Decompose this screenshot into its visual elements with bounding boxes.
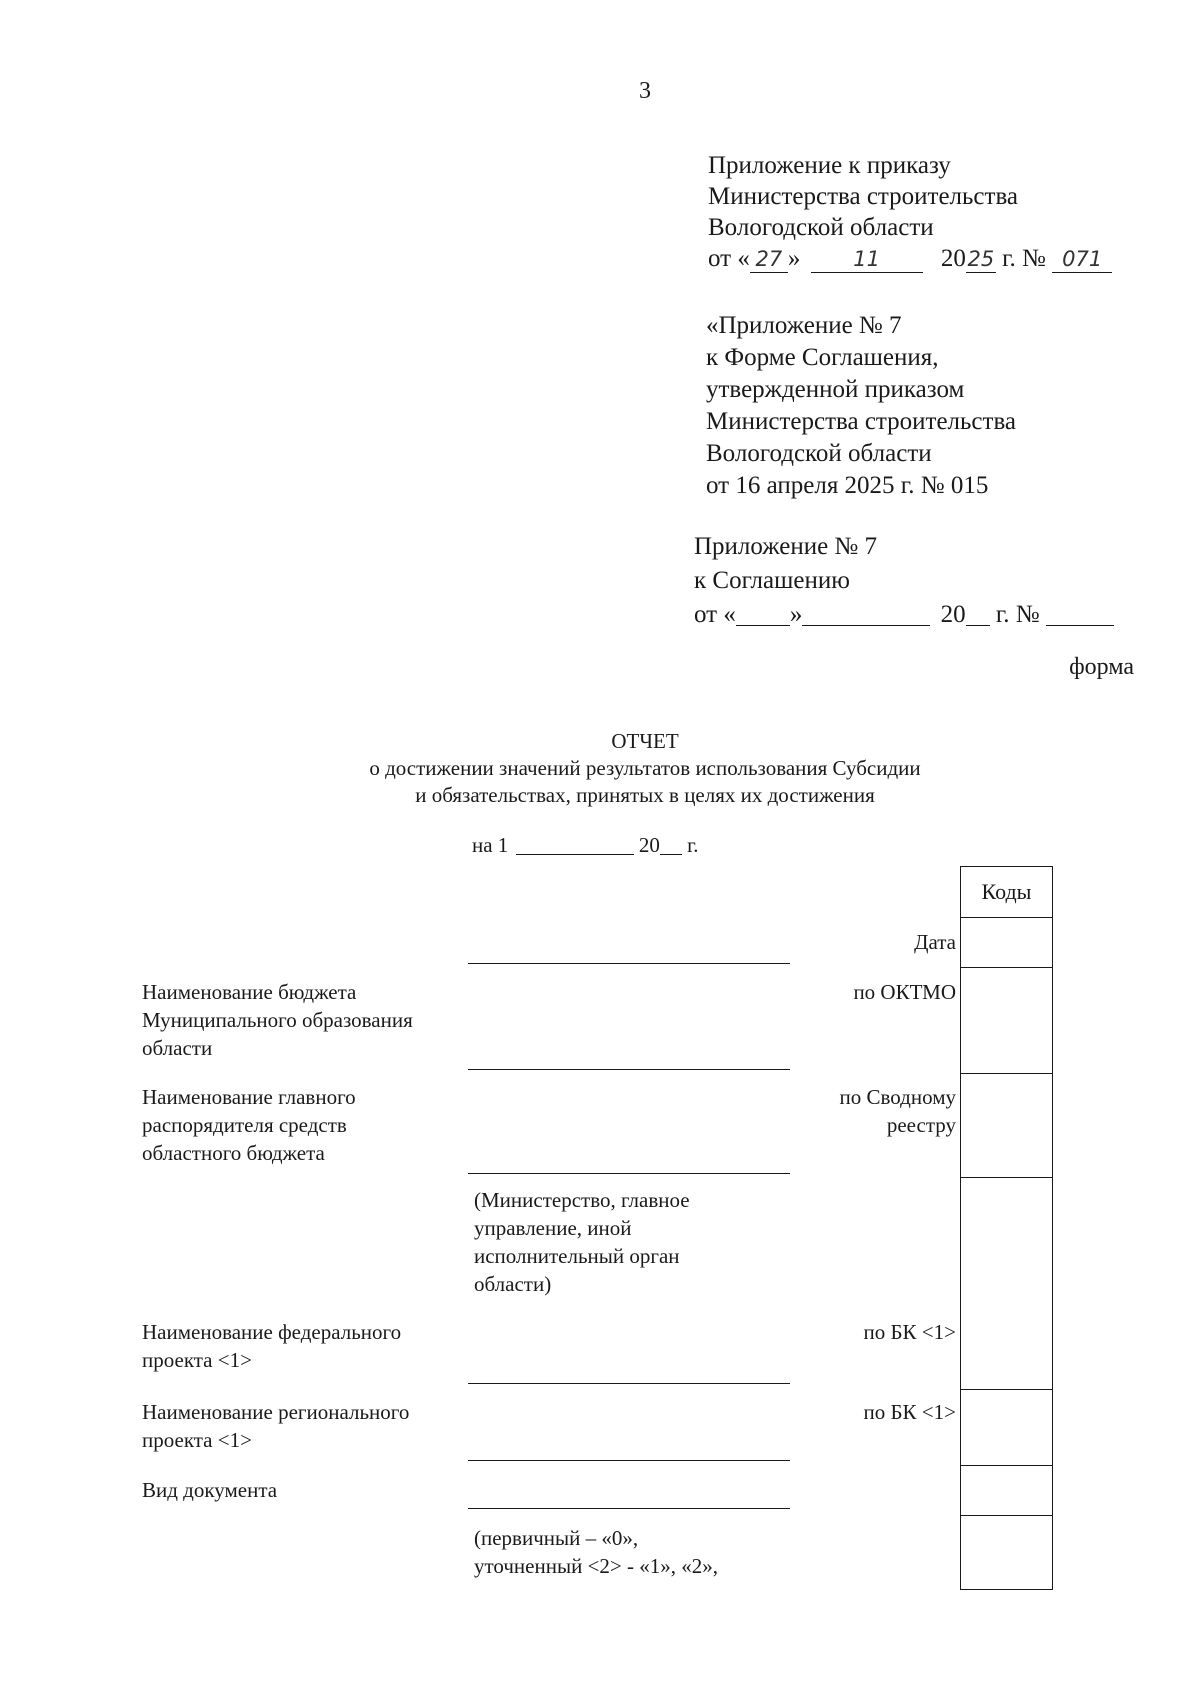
date-code-label: Дата: [914, 930, 956, 954]
appendix-order-line3: Вологодской области: [708, 214, 934, 241]
bk-code-label-fed: по БК <1>: [863, 1320, 956, 1344]
gr-field-line[interactable]: [468, 1173, 790, 1174]
fed-project-label: [142, 1318, 401, 1374]
report-date-prefix: на 1: [472, 833, 509, 857]
reg-project-field-line[interactable]: [468, 1460, 790, 1461]
doc-type-field-line[interactable]: [468, 1508, 790, 1509]
appendix-order-line1: Приложение к приказу: [708, 152, 951, 179]
report-title-line2: и обязательствах, принятых в целях их достижения: [415, 783, 875, 807]
appendix-form-block: [706, 310, 1016, 502]
reg-project-label: [142, 1398, 409, 1454]
appendix-form-line1: «Приложение № 7: [706, 312, 902, 339]
fed-project-label-line: Наименование федерального: [142, 1320, 402, 1344]
gr-note-line: исполнительный орган: [474, 1244, 680, 1268]
fed-project-field-line[interactable]: [468, 1383, 790, 1384]
gr-label: [142, 1083, 356, 1167]
appendix-agreement-line1: Приложение № 7: [694, 533, 878, 560]
gr-label-line: Наименование главного: [142, 1085, 356, 1109]
appendix-order-block: [708, 150, 1112, 274]
report-date-year-prefix: 20: [638, 833, 660, 857]
gr-note-line: области): [474, 1272, 552, 1296]
appendix-form-line2: к Форме Соглашения,: [706, 344, 939, 371]
codes-row-divider: [961, 1465, 1052, 1466]
appendix-order-line2: Министерства строительства: [708, 183, 1019, 210]
appendix-agreement-block: [694, 530, 1114, 632]
doc-type-label: Вид документа: [142, 1478, 278, 1502]
budget-field-line[interactable]: [468, 1069, 790, 1070]
appendix-agreement-date-line: [694, 598, 1114, 632]
order-year-prefix: 20: [940, 245, 966, 272]
oktmo-code-label: по ОКТМО: [853, 980, 956, 1004]
appendix-form-line4: Министерства строительства: [706, 408, 1017, 435]
report-title: ОТЧЕТ: [611, 729, 679, 753]
appendix-form-line5: Вологодской области: [706, 440, 932, 467]
agreement-no-label: г. №: [995, 601, 1040, 628]
codes-row-divider: [961, 1515, 1052, 1516]
doc-type-note-line: (первичный – «0»,: [474, 1526, 639, 1550]
agreement-number-blank: [1046, 601, 1114, 626]
reg-project-label-line: Наименование регионального: [142, 1400, 410, 1424]
report-date-suffix: г.: [687, 833, 699, 857]
report-date-month-blank: [516, 834, 634, 855]
appendix-form-line3: утвержденной приказом: [706, 376, 965, 403]
bk-code-label-reg: по БК <1>: [863, 1400, 956, 1424]
budget-label: [142, 978, 413, 1062]
appendix-agreement-line2: к Соглашению: [694, 567, 850, 594]
appendix-order-date-line: [708, 243, 1112, 274]
svod-code-label-line: реестру: [886, 1113, 956, 1137]
gr-label-line: распорядителя средств: [142, 1113, 347, 1137]
order-month-handwritten: 11: [811, 246, 923, 273]
codes-row-divider: [961, 917, 1052, 918]
budget-label-line: Наименование бюджета: [142, 980, 357, 1004]
agreement-year-blank: [966, 601, 990, 626]
codes-row-divider: [961, 967, 1052, 968]
codes-header: Коды: [981, 879, 1032, 904]
report-date-year-blank: [660, 834, 682, 855]
gr-label-line: областного бюджета: [142, 1141, 325, 1165]
page-number: 3: [639, 78, 651, 104]
agreement-day-close: »: [789, 601, 803, 628]
agreement-day-blank: [736, 601, 790, 626]
agreement-ot-prefix: от «: [694, 601, 736, 628]
agreement-month-blank: [802, 601, 930, 626]
order-no-label: г. №: [1002, 245, 1046, 272]
codes-row-divider: [961, 1177, 1052, 1178]
budget-label-line: Муниципального образования: [142, 1008, 413, 1032]
doc-type-note-line: уточненный <2> - «1», «2»,: [474, 1554, 718, 1578]
codes-row-divider: [961, 1073, 1052, 1074]
gr-note: [474, 1186, 690, 1298]
date-field-line[interactable]: [468, 963, 790, 964]
report-title-line1: о достижении значений результатов использования Субсидии: [369, 756, 921, 780]
codes-column: [960, 866, 1053, 1590]
gr-note-line: (Министерство, главное: [474, 1188, 690, 1212]
report-date-line: [472, 833, 699, 858]
order-day-close: »: [787, 245, 801, 272]
order-ot-prefix: от «: [708, 245, 750, 272]
form-label: форма: [1069, 654, 1134, 680]
order-year-handwritten: 25: [967, 247, 995, 271]
doc-type-note: [474, 1524, 718, 1580]
budget-label-line: области: [142, 1036, 213, 1060]
svod-code-label: [840, 1083, 956, 1139]
svod-code-label-line: по Сводному: [839, 1085, 956, 1109]
order-number-handwritten: 071: [1052, 246, 1112, 273]
agreement-year-prefix: 20: [940, 601, 966, 628]
gr-note-line: управление, иной: [474, 1216, 632, 1240]
reg-project-label-line: проекта <1>: [142, 1428, 252, 1452]
codes-row-divider: [961, 1389, 1052, 1390]
order-day-handwritten: 27: [750, 246, 788, 273]
fed-project-label-line: проекта <1>: [142, 1348, 252, 1372]
appendix-form-line6: от 16 апреля 2025 г. № 015: [706, 472, 989, 499]
